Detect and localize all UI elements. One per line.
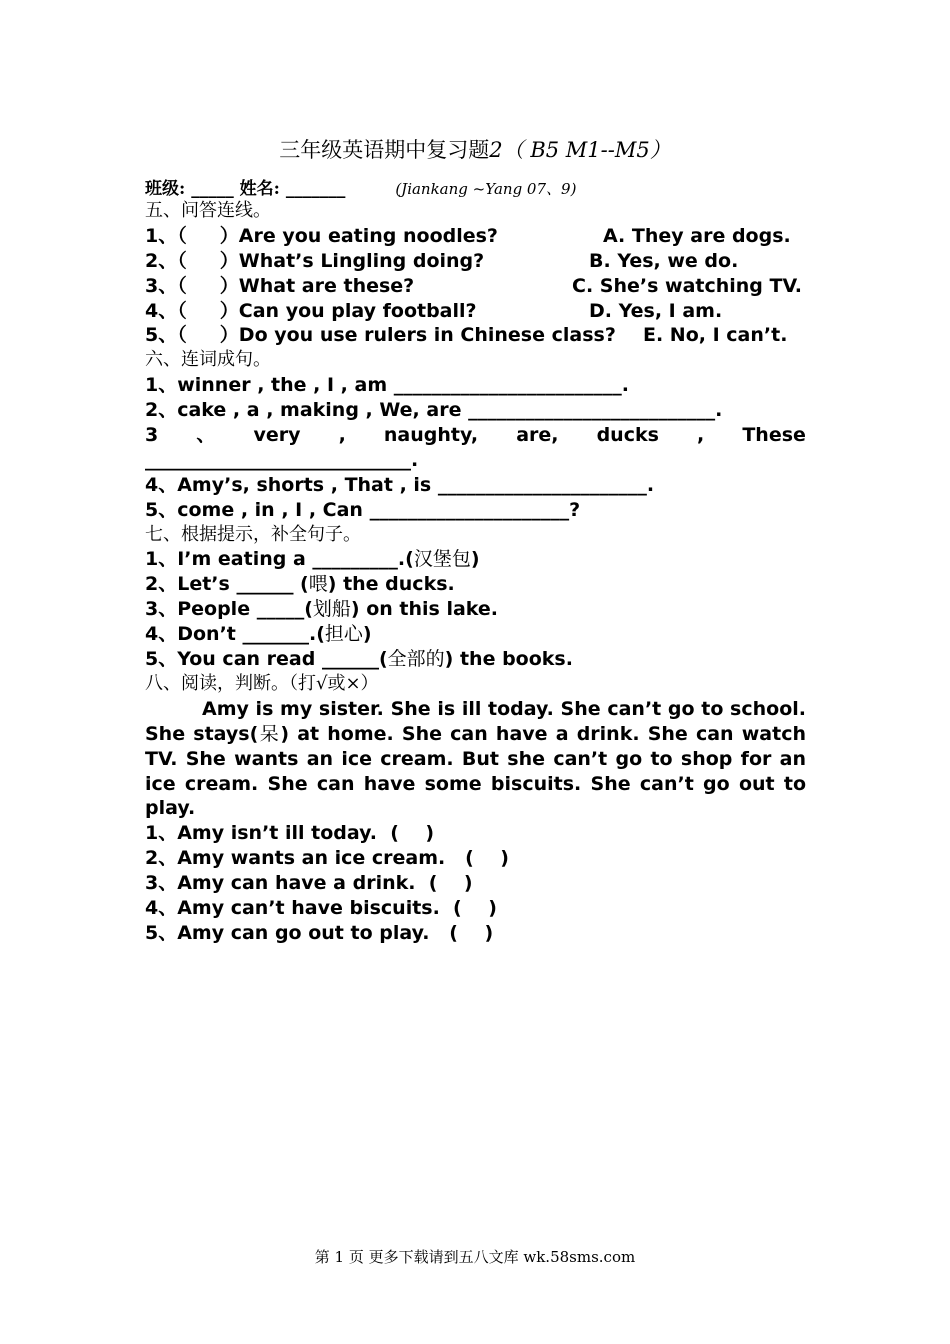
fill-text: 4、Don’t _______.(: [145, 623, 325, 646]
word: ,: [338, 424, 346, 447]
fill-item: [145, 647, 806, 672]
fill-text: 5、You can read ______(: [145, 648, 388, 671]
fill-hint: 担心: [324, 623, 363, 646]
title-num: 2（: [489, 138, 524, 162]
word: ducks: [596, 424, 659, 447]
word: are,: [516, 424, 559, 447]
match-answer: B. Yes, we do.: [589, 249, 739, 272]
judge-item: 3、Amy can have a drink. ( ): [145, 872, 473, 895]
match-answer: E. No, I can’t.: [643, 324, 788, 347]
word: 3: [145, 424, 159, 447]
fill-text: 3、People _____(: [145, 598, 313, 621]
judge-item: 1、Amy isn’t ill today. ( ): [145, 822, 435, 845]
title-cn: 三年级英语期中复习题: [279, 138, 490, 162]
sentence-item-3: [145, 423, 806, 448]
match-question: 2、（ ）What’s Lingling doing?: [145, 249, 485, 272]
fill-hint: 划船: [312, 598, 351, 621]
judge-item: 4、Amy can’t have biscuits. ( ): [145, 897, 497, 920]
fill-text: ) the ducks.: [327, 573, 455, 596]
section-7-heading: 七、根据提示，补全句子。: [145, 523, 361, 545]
reading-passage: [145, 697, 806, 822]
section-5-heading: 五、问答连线。: [145, 200, 271, 221]
fill-text: ): [470, 548, 480, 571]
fill-text: 2、Let’s ______ (: [145, 573, 309, 596]
name-label: 姓名:: [239, 179, 280, 199]
fill-text: ) on this lake.: [350, 598, 499, 621]
class-blank: _____: [191, 179, 234, 199]
page-title: [0, 134, 950, 164]
page-footer: 第 1 页 更多下载请到五八文库 wk.58sms.com: [314, 1248, 636, 1266]
match-row: [145, 299, 806, 324]
match-row: [145, 249, 806, 274]
fill-hint: 喂: [308, 573, 328, 596]
fill-item: [145, 572, 806, 597]
match-question: 3、（ ）What are these?: [145, 274, 415, 297]
passage-hint: 呆: [258, 722, 281, 745]
passage-text: Amy is my sister. She is ill today. She can’t go to school. She stays(: [145, 697, 806, 745]
match-answer: D. Yes, I am.: [589, 299, 723, 322]
fill-text: ) the books.: [444, 648, 573, 671]
sentence-item: 5、come , in , I , Can _____________________?: [145, 498, 581, 521]
class-label: 班级:: [145, 179, 186, 199]
fill-hint: 全部的: [387, 648, 445, 671]
word: naughty,: [383, 424, 479, 447]
answer-blank: ____________________________.: [145, 448, 419, 471]
sentence-item: 2、cake , a , making , We, are __________________________.: [145, 399, 723, 422]
section-8-heading: 八、阅读，判断。（打√或×）: [145, 672, 379, 694]
sentence-item: 1、winner , the , I , am ________________________.: [145, 374, 629, 397]
word: 、: [196, 424, 216, 447]
fill-item: [145, 547, 806, 572]
match-answer: A. They are dogs.: [603, 224, 791, 247]
match-row: [145, 224, 806, 249]
author-signature: (Jiankang ~Yang 07、9): [395, 180, 577, 198]
passage-text: ) at home. She can have a drink. She can watch TV. She wants an ice cream. But she can’t go to shop for an ice cream. She can have some biscuits. She can’t go out to play.: [145, 722, 806, 820]
match-question: 4、（ ）Can you play football?: [145, 299, 477, 322]
match-row: [145, 323, 806, 348]
fill-hint: 汉堡包: [413, 548, 471, 571]
word: These: [742, 424, 806, 447]
title-code: B5 M1--M5）: [530, 138, 671, 162]
name-blank: _______: [285, 179, 346, 199]
match-row: [145, 274, 806, 299]
match-answer: C. She’s watching TV.: [572, 274, 802, 297]
fill-text: ): [362, 623, 372, 646]
fill-text: 1、I’m eating a _________.(: [145, 548, 414, 571]
word: ,: [697, 424, 705, 447]
student-info: [145, 174, 576, 199]
word: very: [253, 424, 301, 447]
match-question: 1、（ ）Are you eating noodles?: [145, 224, 498, 247]
judge-item: 2、Amy wants an ice cream. ( ): [145, 847, 509, 870]
match-question: 5、（ ）Do you use rulers in Chinese class?: [145, 324, 616, 347]
sentence-item: 4、Amy’s, shorts , That , is ______________________.: [145, 473, 655, 496]
worksheet-body: [145, 199, 806, 946]
judge-item: 5、Amy can go out to play. ( ): [145, 921, 494, 944]
section-6-heading: 六、连词成句。: [145, 349, 271, 371]
fill-item: [145, 597, 806, 622]
fill-item: [145, 622, 806, 647]
